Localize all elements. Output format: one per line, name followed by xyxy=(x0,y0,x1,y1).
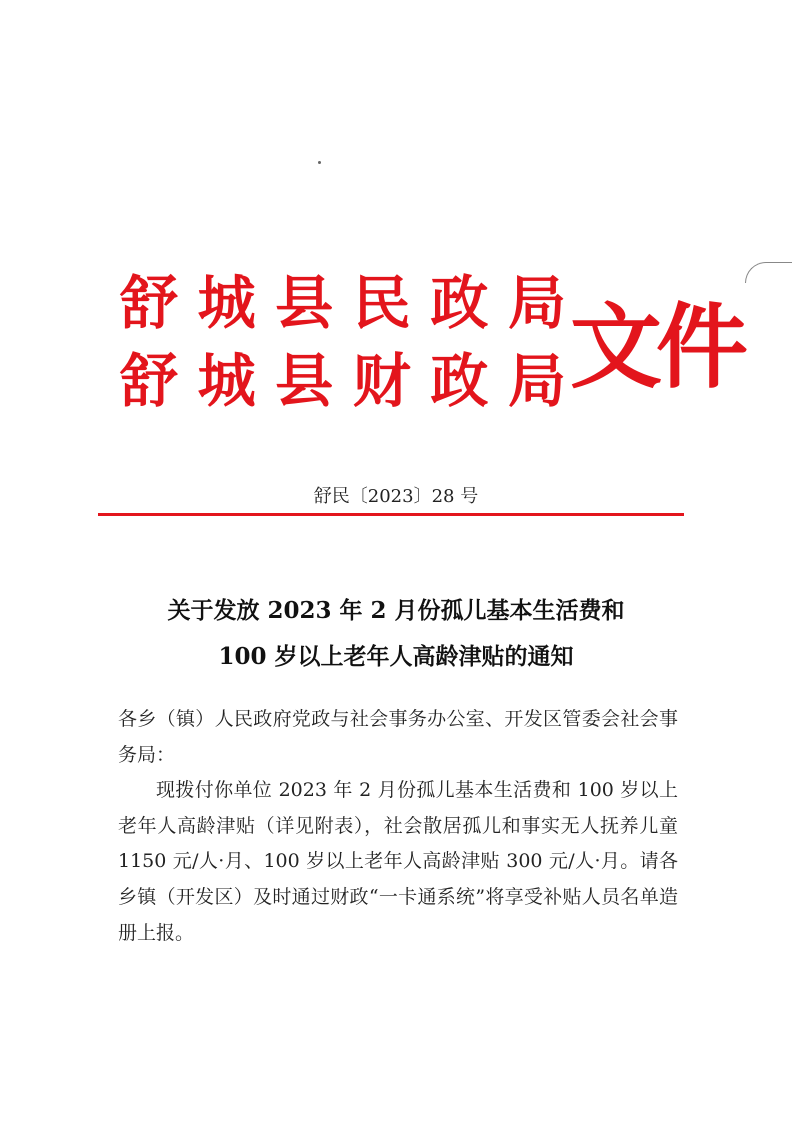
red-divider xyxy=(98,513,684,516)
header-char: 县 xyxy=(275,269,334,337)
addressee: 各乡（镇）人民政府党政与社会事务办公室、开发区管委会社会事务局： xyxy=(118,708,678,766)
header-char: 城 xyxy=(197,347,256,415)
header-char: 县 xyxy=(275,347,334,415)
document-body xyxy=(118,702,678,951)
body-paragraph: 现拨付你单位 2023 年 2 月份孤儿基本生活费和 100 岁以上老年人高龄津贴（详见附表），社会散居孤儿和事实无人抚养儿童 1150 元/人·月、100 岁以上老年人高龄津贴 300 元/人·月。请各乡镇（开发区）及时通过财政“一卡通系统”将享受补贴人员名单造册上报。 xyxy=(118,779,678,944)
document-title xyxy=(0,588,792,680)
issuer-line-civil-affairs xyxy=(118,268,568,338)
header-char: 城 xyxy=(197,269,256,337)
title-line-1: 关于发放 2023 年 2 月份孤儿基本生活费和 xyxy=(167,597,625,624)
header-char: 舒 xyxy=(119,347,178,415)
document-type-label: 文件 xyxy=(570,293,743,401)
header-char: 舒 xyxy=(119,269,178,337)
header-char: 政 xyxy=(430,269,489,337)
header-char: 局 xyxy=(507,347,566,415)
scan-mark xyxy=(745,262,792,283)
header-char: 民 xyxy=(352,269,411,337)
document-header xyxy=(118,262,743,442)
issuer-line-finance xyxy=(118,346,568,416)
header-char: 局 xyxy=(507,269,566,337)
dot-mark xyxy=(318,161,321,164)
document-number: 舒民〔2023〕28 号 xyxy=(313,486,479,507)
header-char: 政 xyxy=(430,347,489,415)
header-char: 财 xyxy=(352,347,411,415)
title-line-2: 100 岁以上老年人高龄津贴的通知 xyxy=(218,643,574,670)
